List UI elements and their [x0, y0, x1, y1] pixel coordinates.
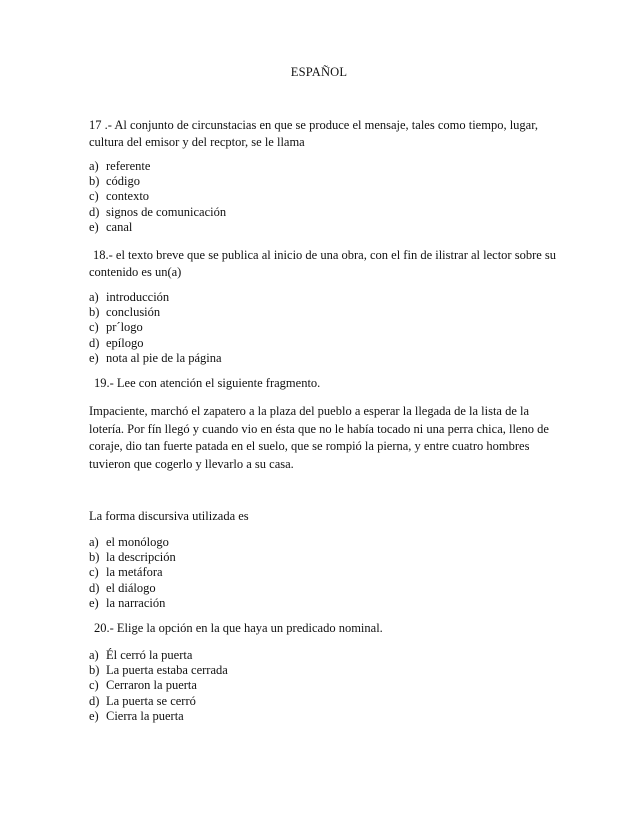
option-text: epílogo: [106, 335, 144, 350]
passage-text: Impaciente, marchó el zapatero a la plaza del pueblo a esperar la llegada de la lista de la lotería. Por fín llegó y cuando vio en ésta que no le había tocado ni una perra chica, lleno de coraje, dio tan fuerte patada en el suelo, que se rompió la pierna, y entre cuatro hombres tuvieron que cogerlo y llevarlo a su casa.: [89, 404, 549, 471]
option-text: referente: [106, 159, 151, 173]
option-text: la narración: [106, 595, 166, 610]
option-letter: d): [89, 204, 100, 219]
option-e: [89, 220, 559, 235]
option-text: Cerraron la puerta: [106, 678, 197, 693]
option-e: [89, 351, 559, 366]
option-b: [89, 550, 559, 565]
option-d: [89, 336, 559, 351]
question-20-options: [89, 648, 559, 724]
option-letter: a): [89, 648, 99, 662]
option-letter: c): [89, 189, 99, 204]
option-letter: a): [89, 535, 99, 549]
option-text: código: [106, 174, 141, 189]
option-letter: e): [89, 219, 99, 234]
option-text: introducción: [106, 290, 170, 304]
option-letter: d): [89, 580, 100, 595]
page-title: ESPAÑOL: [290, 65, 348, 79]
option-a: [89, 648, 559, 663]
option-text: el diálogo: [106, 580, 156, 595]
question-19-passage: [89, 403, 559, 473]
sub-prompt: La forma discursiva utilizada es: [89, 509, 249, 523]
option-letter: b): [89, 174, 100, 189]
option-text: canal: [106, 219, 133, 234]
option-text: La puerta se cerró: [106, 693, 196, 708]
option-b: [89, 663, 559, 678]
option-text: La puerta estaba cerrada: [106, 663, 228, 678]
question-17-options: [89, 159, 559, 235]
option-text: la descripción: [106, 550, 176, 565]
option-letter: a): [89, 159, 99, 173]
option-text: Cierra la puerta: [106, 708, 184, 723]
question-prompt: 17 .- Al conjunto de circunstacias en que se produce el mensaje, tales como tiempo, lugar, cultura del emisor y del recptor, se le llama: [89, 118, 539, 149]
question-prompt: 20.- Elige la opción en la que haya un predicado nominal.: [94, 621, 383, 635]
option-letter: e): [89, 350, 99, 365]
option-c: [89, 565, 559, 580]
option-text: signos de comunicación: [106, 204, 227, 219]
option-text: pr´logo: [106, 320, 143, 335]
question-18-options: [89, 290, 559, 366]
option-letter: b): [89, 550, 100, 565]
option-e: [89, 709, 559, 724]
question-17: [89, 117, 559, 151]
option-c: [89, 320, 559, 335]
option-c: [89, 678, 559, 693]
option-a: [89, 535, 559, 550]
option-text: nota al pie de la página: [106, 350, 222, 365]
option-text: la metáfora: [106, 565, 163, 580]
option-letter: b): [89, 663, 100, 678]
option-text: conclusión: [106, 305, 161, 320]
option-letter: c): [89, 678, 99, 693]
option-b: [89, 305, 559, 320]
option-e: [89, 596, 559, 611]
option-letter: d): [89, 335, 100, 350]
option-letter: e): [89, 708, 99, 723]
question-18: [89, 247, 559, 281]
question-19-options: [89, 535, 559, 611]
question-19-subprompt: [89, 508, 559, 525]
option-text: contexto: [106, 189, 150, 204]
option-letter: c): [89, 320, 99, 335]
option-c: [89, 189, 559, 204]
option-d: [89, 694, 559, 709]
option-d: [89, 205, 559, 220]
question-20: [89, 620, 559, 637]
question-prompt: 19.- Lee con atención el siguiente fragmento.: [94, 376, 321, 390]
option-text: Él cerró la puerta: [106, 648, 193, 662]
option-letter: d): [89, 693, 100, 708]
question-prompt: 18.- el texto breve que se publica al inicio de una obra, con el fin de ilistrar al lector sobre su contenido es un(a): [89, 248, 557, 279]
option-letter: e): [89, 595, 99, 610]
option-letter: a): [89, 290, 99, 304]
option-a: [89, 159, 559, 174]
option-text: el monólogo: [106, 535, 169, 549]
question-19: [89, 375, 559, 392]
option-letter: b): [89, 305, 100, 320]
option-b: [89, 174, 559, 189]
option-d: [89, 581, 559, 596]
option-letter: c): [89, 565, 99, 580]
option-a: [89, 290, 559, 305]
